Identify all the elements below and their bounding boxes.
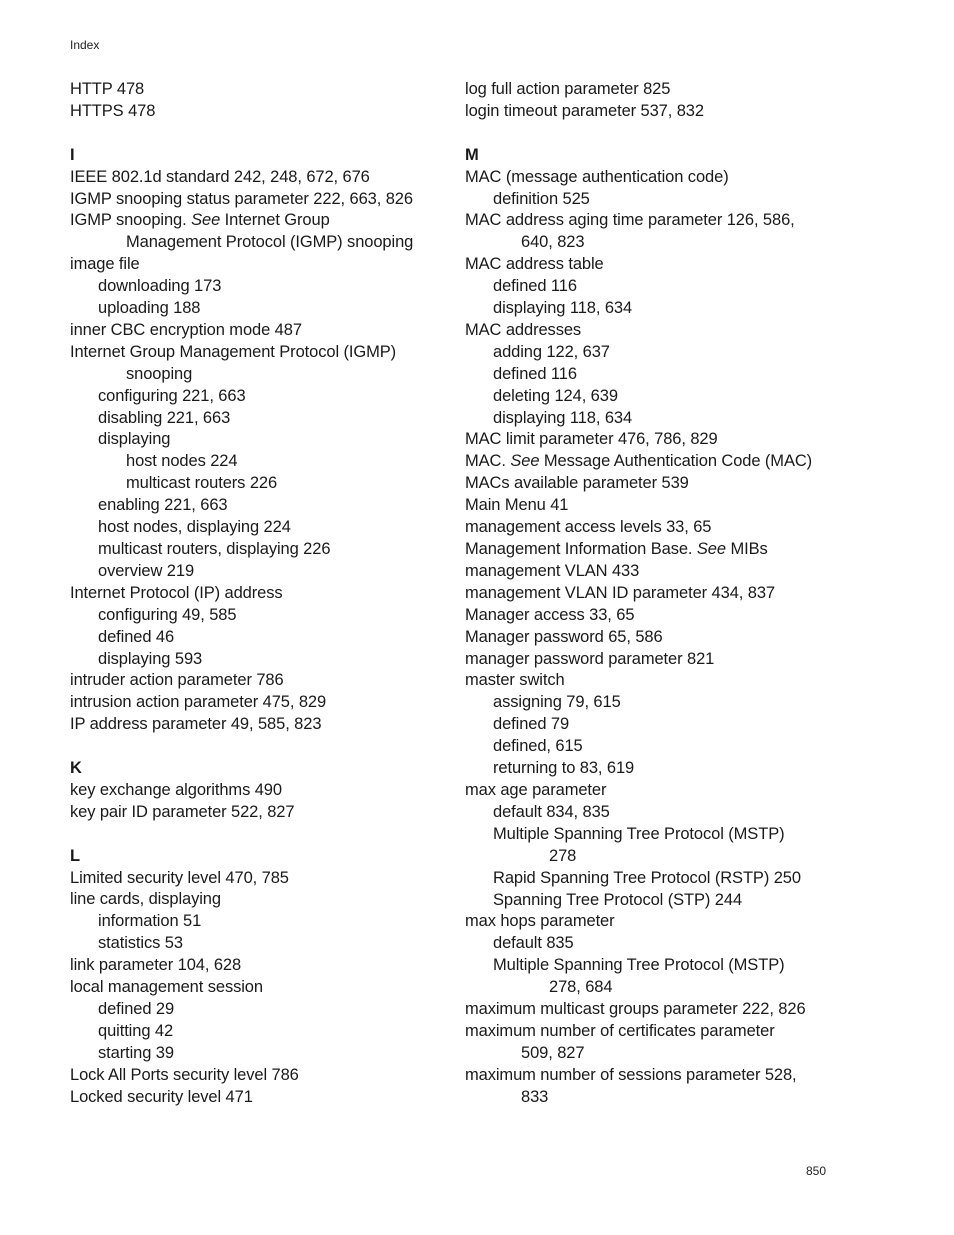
entry-text: key pair ID parameter 522, 827 (70, 802, 295, 821)
index-entry (70, 670, 450, 692)
index-entry (70, 714, 450, 736)
index-entry (465, 473, 845, 495)
index-entry (465, 79, 845, 101)
index-entry (465, 495, 845, 517)
index-subentry (465, 868, 845, 890)
entry-text: management VLAN ID parameter 434, 837 (465, 583, 775, 602)
entry-text: intruder action parameter 786 (70, 671, 284, 690)
entry-text: management VLAN 433 (465, 561, 640, 580)
index-entry (465, 210, 845, 232)
entry-text: key exchange algorithms 490 (70, 780, 282, 799)
see-reference: See (510, 452, 540, 471)
entry-text: Rapid Spanning Tree Protocol (RSTP) 250 (493, 868, 801, 887)
entry-text: Lock All Ports security level 786 (70, 1065, 299, 1084)
index-entry (70, 167, 450, 189)
index-column-left (70, 79, 450, 1109)
entry-text: Multiple Spanning Tree Protocol (MSTP) (493, 956, 785, 975)
index-section-letter: I (70, 145, 75, 164)
entry-text: MACs available parameter 539 (465, 474, 689, 493)
index-entry (465, 670, 845, 692)
index-subentry (465, 298, 845, 320)
index-entry (465, 451, 845, 473)
index-subentry (70, 627, 450, 649)
section-spacer (70, 736, 450, 758)
entry-text: 509, 827 (521, 1043, 585, 1062)
index-entry (70, 254, 450, 276)
index-entry (70, 210, 450, 232)
index-entry (70, 1065, 450, 1087)
entry-text: IGMP snooping status parameter 222, 663, 826 (70, 189, 413, 208)
entry-text: login timeout parameter 537, 832 (465, 101, 704, 120)
index-subentry (465, 408, 845, 430)
entry-text: image file (70, 255, 140, 274)
entry-text: HTTP 478 (70, 80, 145, 98)
index-subentry (465, 364, 845, 386)
entry-text: manager password parameter 821 (465, 649, 715, 668)
entry-text: 640, 823 (521, 233, 585, 252)
index-entry (465, 167, 845, 189)
entry-text: MAC limit parameter 476, 786, 829 (465, 430, 718, 449)
entry-text: defined 116 (493, 277, 577, 296)
index-section-letter: K (70, 759, 82, 778)
entry-text: maximum multicast groups parameter 222, 826 (465, 1000, 806, 1019)
see-reference: See (191, 211, 221, 230)
index-subentry (70, 999, 450, 1021)
index-entry (70, 101, 450, 123)
entry-text: adding 122, 637 (493, 342, 610, 361)
index-entry (465, 911, 845, 933)
entry-text: MAC address table (465, 255, 604, 274)
entry-text: 278, 684 (549, 978, 613, 997)
entry-text: configuring 221, 663 (98, 386, 246, 405)
index-subentry (70, 386, 450, 408)
index-subentry (70, 298, 450, 320)
index-entry-continuation (70, 364, 450, 386)
index-entry (465, 780, 845, 802)
entry-text: defined, 615 (493, 737, 583, 756)
entry-text: 833 (521, 1087, 549, 1106)
index-entry-continuation (465, 977, 845, 999)
index-entry (70, 583, 450, 605)
entry-text: Multiple Spanning Tree Protocol (MSTP) (493, 824, 785, 843)
entry-text: host nodes, displaying 224 (98, 518, 291, 537)
entry-text: information 51 (98, 912, 202, 931)
entry-text: maximum number of sessions parameter 528, (465, 1065, 797, 1084)
see-target: Message Authentication Code (MAC) (539, 452, 813, 471)
entry-text: log full action parameter 825 (465, 80, 671, 98)
entry-text: multicast routers 226 (126, 474, 278, 493)
entry-text: displaying (98, 430, 171, 449)
entry-text: defined 116 (493, 364, 577, 383)
entry-text: link parameter 104, 628 (70, 956, 242, 975)
entry-text: deleting 124, 639 (493, 386, 618, 405)
index-subentry (70, 517, 450, 539)
index-entry (465, 254, 845, 276)
entry-text: snooping (126, 364, 193, 383)
index-subentry (70, 429, 450, 451)
entry-text: assigning 79, 615 (493, 693, 621, 712)
entry-text: statistics 53 (98, 934, 183, 953)
section-spacer (70, 123, 450, 145)
index-entry-continuation (465, 1043, 845, 1065)
index-subentry (465, 714, 845, 736)
index-entry (70, 955, 450, 977)
entry-text: disabling 221, 663 (98, 408, 231, 427)
entry-text: master switch (465, 671, 565, 690)
entry-text: HTTPS 478 (70, 101, 156, 120)
entry-text: inner CBC encryption mode 487 (70, 320, 302, 339)
entry-text: Spanning Tree Protocol (STP) 244 (493, 890, 743, 909)
entry-text: IEEE 802.1d standard 242, 248, 672, 676 (70, 167, 370, 186)
index-subentry (465, 386, 845, 408)
index-subentry (465, 276, 845, 298)
index-subentry (70, 539, 450, 561)
index-entry (465, 517, 845, 539)
page-number: 850 (806, 1164, 827, 1178)
entry-text: IGMP snooping. (70, 211, 192, 230)
entry-text: starting 39 (98, 1043, 174, 1062)
index-subentry (70, 408, 450, 430)
index-subentry (70, 495, 450, 517)
index-entry (70, 79, 450, 101)
index-section-letter: M (465, 145, 479, 164)
entry-text: local management session (70, 978, 263, 997)
see-reference: See (696, 540, 726, 559)
entry-text: Management Protocol (IGMP) snooping (126, 233, 414, 252)
entry-text: Locked security level 471 (70, 1087, 253, 1106)
entry-text: displaying 118, 634 (493, 408, 633, 427)
entry-text: enabling 221, 663 (98, 496, 228, 515)
index-subentry (465, 342, 845, 364)
index-entry (465, 561, 845, 583)
entry-text: Manager password 65, 586 (465, 627, 663, 646)
index-entry (465, 320, 845, 342)
entry-text: maximum number of certificates parameter (465, 1021, 775, 1040)
entry-text: defined 29 (98, 1000, 175, 1019)
index-entry-continuation (70, 232, 450, 254)
entry-text: intrusion action parameter 475, 829 (70, 693, 327, 712)
entry-text: quitting 42 (98, 1021, 174, 1040)
index-subentry (465, 955, 845, 977)
index-subentry (70, 473, 450, 495)
index-entry-continuation (465, 232, 845, 254)
index-subentry (70, 605, 450, 627)
index-entry (465, 1065, 845, 1087)
entry-text: host nodes 224 (126, 452, 238, 471)
entry-text: definition 525 (493, 189, 590, 208)
entry-text: uploading 188 (98, 299, 201, 318)
entry-text: configuring 49, 585 (98, 605, 237, 624)
index-subentry (465, 758, 845, 780)
running-head: Index (70, 38, 100, 52)
index-subentry (70, 649, 450, 671)
entry-text: Limited security level 470, 785 (70, 868, 289, 887)
index-entry (465, 429, 845, 451)
index-subentry (465, 736, 845, 758)
entry-text: management access levels 33, 65 (465, 518, 712, 537)
index-entry (70, 320, 450, 342)
index-entry (70, 977, 450, 999)
entry-text: multicast routers, displaying 226 (98, 540, 331, 559)
index-column-right (465, 79, 845, 1109)
index-entry (70, 780, 450, 802)
index-entry-continuation (465, 1087, 845, 1109)
index-subentry (70, 561, 450, 583)
entry-text: line cards, displaying (70, 890, 221, 909)
entry-text: default 834, 835 (493, 802, 610, 821)
index-entry (465, 999, 845, 1021)
entry-text: MAC address aging time parameter 126, 586, (465, 211, 795, 230)
index-entry (70, 692, 450, 714)
index-entry (465, 627, 845, 649)
index-section-letter: L (70, 846, 81, 865)
entry-text: displaying 118, 634 (493, 299, 633, 318)
index-subentry (465, 824, 845, 846)
see-target: Internet Group (220, 211, 330, 230)
see-target: MIBs (725, 540, 768, 559)
index-subentry (465, 890, 845, 912)
index-entry (465, 101, 845, 123)
index-entry (465, 649, 845, 671)
entry-text: displaying 593 (98, 649, 203, 668)
entry-text: Manager access 33, 65 (465, 605, 635, 624)
entry-text: Main Menu 41 (465, 496, 569, 515)
entry-text: Internet Group Management Protocol (IGMP) (70, 342, 397, 361)
index-entry (70, 868, 450, 890)
index-subentry (70, 451, 450, 473)
entry-text: 278 (549, 846, 577, 865)
index-entry (465, 583, 845, 605)
entry-text: MAC (message authentication code) (465, 167, 729, 186)
entry-text: overview 219 (98, 561, 195, 580)
index-subentry (465, 802, 845, 824)
entry-text: default 835 (493, 934, 574, 953)
index-entry (465, 1021, 845, 1043)
entry-text: max hops parameter (465, 912, 615, 931)
entry-text: returning to 83, 619 (493, 759, 635, 778)
index-subentry (70, 911, 450, 933)
index-subentry (465, 189, 845, 211)
index-entry (70, 1087, 450, 1109)
index-entry (465, 605, 845, 627)
entry-text: Management Information Base. (465, 540, 697, 559)
entry-text: defined 46 (98, 627, 175, 646)
section-spacer (465, 123, 845, 145)
index-subentry (465, 933, 845, 955)
index-subentry (70, 1021, 450, 1043)
index-entry (70, 802, 450, 824)
index-entry (70, 889, 450, 911)
index-subentry (70, 1043, 450, 1065)
entry-text: MAC. (465, 452, 511, 471)
index-entry (70, 189, 450, 211)
index-entry (465, 539, 845, 561)
index-subentry (70, 933, 450, 955)
entry-text: IP address parameter 49, 585, 823 (70, 715, 322, 734)
entry-text: MAC addresses (465, 320, 582, 339)
entry-text: downloading 173 (98, 277, 222, 296)
entry-text: max age parameter (465, 780, 607, 799)
entry-text: defined 79 (493, 715, 570, 734)
index-entry (70, 342, 450, 364)
index-subentry (70, 276, 450, 298)
section-spacer (70, 824, 450, 846)
index-subentry (465, 692, 845, 714)
entry-text: Internet Protocol (IP) address (70, 583, 283, 602)
index-entry-continuation (465, 846, 845, 868)
